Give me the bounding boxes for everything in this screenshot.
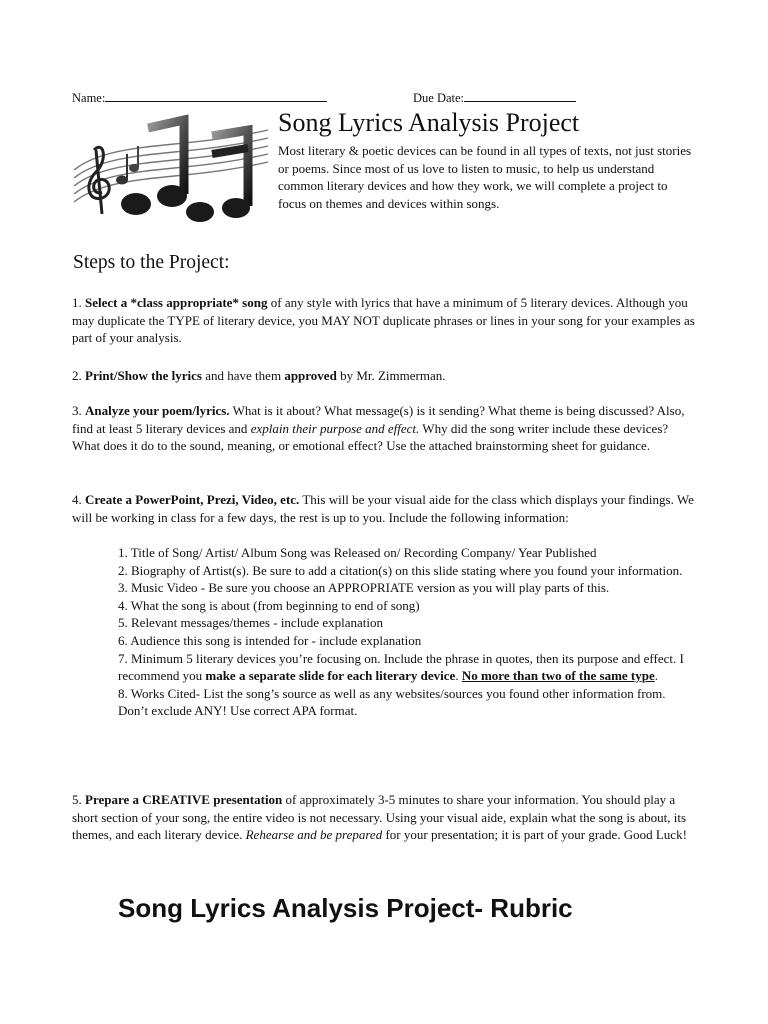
due-date-blank: [464, 90, 576, 102]
step-4-number: 4.: [72, 492, 82, 507]
item-7-sep: .: [455, 668, 462, 684]
music-notes-image: [72, 110, 270, 226]
step-2-bold-approved: approved: [284, 368, 337, 383]
name-blank: [105, 90, 327, 102]
item-7-text: 7. Minimum 5 literary devices you’re focusing on. Include the phrase in quotes, then its purpose and effect. I recommend you: [118, 650, 684, 684]
step-3-italic: explain their purpose and effect.: [250, 420, 420, 436]
list-item: 1. Title of Song/ Artist/ Album Song was Released on/ Recording Company/ Year Published: [118, 545, 597, 560]
due-date-field: [413, 90, 576, 106]
step-3-text-2: Why did the song writer include these devices? What does it do to the sound, meaning, or emotional effect? Use the attached brainstorming sheet for guidance.: [72, 420, 669, 454]
step-4-list: [118, 544, 698, 720]
step-2-end: by Mr. Zimmerman.: [336, 368, 446, 383]
step-1: [72, 294, 698, 347]
step-1-text: of any style with lyrics that have a minimum of 5 literary devices. Although you may duplicate the TYPE of literary device, you MAY NOT duplicate phrases or lines in your song for your examples as part of your analysis.: [72, 295, 695, 346]
step-2: [72, 367, 698, 385]
list-item: 8. Works Cited- List the song’s source as well as any websites/sources you found other information from. Don’t exclude ANY! Use correct APA format.: [118, 685, 666, 719]
list-item: 6. Audience this song is intended for - include explanation: [118, 632, 422, 648]
item-7-underline: No more than two of the same type: [461, 668, 655, 684]
step-5-bold: Prepare a CREATIVE presentation: [85, 792, 283, 807]
step-2-number: 2.: [72, 368, 82, 383]
list-item: 5. Relevant messages/themes - include explanation: [118, 615, 383, 631]
step-5: [72, 791, 698, 844]
step-5-italic: Rehearse and be prepared: [245, 827, 383, 843]
item-7-end: .: [654, 668, 659, 684]
step-2-mid: and have them: [202, 368, 285, 383]
music-notes-icon: [72, 110, 270, 226]
list-item-7: [118, 650, 698, 685]
step-5-number: 5.: [72, 792, 82, 807]
step-4-text: This will be your visual aide for the class which displays your findings. We will be working in class for a few days, the rest is up to you. Include the following information:: [72, 492, 694, 525]
step-5-text-1: of approximately 3-5 minutes to share your information. You should play a short section of your song, the entire video is not necessary. Using your visual aide, explain what the song is about, its themes, and each literary device.: [72, 792, 687, 843]
due-date-label: Due Date:: [413, 91, 465, 105]
steps-heading: Steps to the Project:: [73, 252, 230, 273]
name-label: Name:: [72, 91, 106, 105]
step-3-number: 3.: [72, 403, 82, 418]
list-item: 2. Biography of Artist(s). Be sure to add a citation(s) on this slide stating where you found your information.: [118, 562, 683, 578]
list-item: 4. What the song is about (from beginning to end of song): [118, 597, 420, 613]
step-1-bold: Select a *class appropriate* song: [85, 295, 268, 310]
name-field: [72, 90, 327, 106]
intro-paragraph: Most literary & poetic devices can be found in all types of texts, not just stories or poems. Since most of us love to listen to music, to help us understand common literary devices and how they work, we will complete a project to focus on themes and devices within songs.: [278, 143, 692, 211]
item-7-bold: make a separate slide for each literary device: [205, 668, 456, 684]
step-3-bold: Analyze your poem/lyrics.: [85, 403, 230, 418]
step-1-number: 1.: [72, 295, 82, 310]
step-2-bold-lyrics: Print/Show the lyrics: [85, 368, 202, 383]
page-title: Song Lyrics Analysis Project: [278, 108, 580, 137]
rubric-heading: Song Lyrics Analysis Project- Rubric: [118, 893, 573, 923]
step-5-text-2: for your presentation; it is part of your grade. Good Luck!: [382, 827, 687, 843]
step-4-bold: Create a PowerPoint, Prezi, Video, etc.: [85, 492, 300, 507]
list-item: 3. Music Video - Be sure you choose an APPROPRIATE version as you will play parts of this.: [118, 580, 610, 596]
step-3-text-1: What is it about? What message(s) is it sending? What theme is being discussed? Also, find at least 5 literary devices and: [72, 403, 685, 436]
step-4: [72, 491, 698, 526]
step-3: [72, 402, 698, 455]
